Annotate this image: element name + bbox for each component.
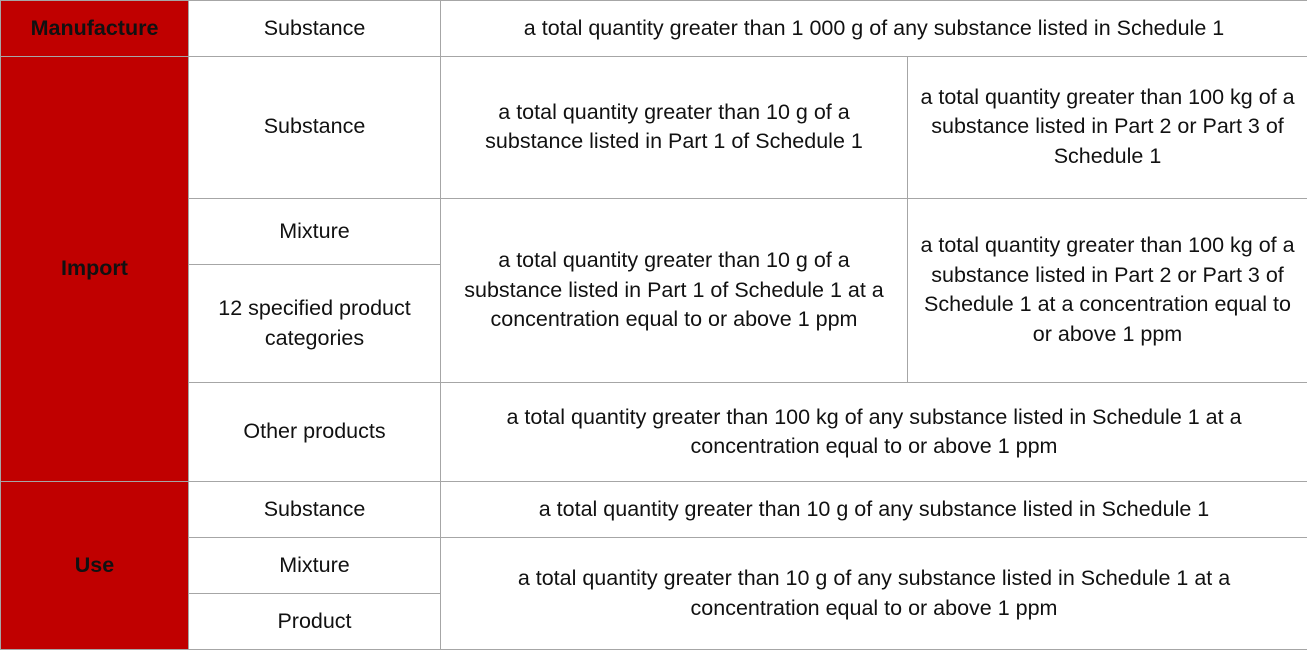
threshold-cell-import-products-part23: a total quantity greater than 100 kg of a substance listed in Part 2 or Part 3 of Schedule 1 at a concentration equal to or above 1 ppm bbox=[908, 198, 1307, 383]
threshold-cell-manufacture-substance: a total quantity greater than 1 000 g of any substance listed in Schedule 1 bbox=[441, 1, 1307, 57]
threshold-cell-use-mixture-product: a total quantity greater than 10 g of any substance listed in Schedule 1 at a concentration equal to or above 1 ppm bbox=[441, 538, 1307, 650]
type-cell-manufacture-substance: Substance bbox=[189, 1, 441, 57]
threshold-cell-use-substance: a total quantity greater than 10 g of any substance listed in Schedule 1 bbox=[441, 482, 1307, 538]
threshold-cell-import-other-products: a total quantity greater than 100 kg of any substance listed in Schedule 1 at a concentration equal to or above 1 ppm bbox=[441, 383, 1307, 482]
type-cell-use-mixture: Mixture bbox=[189, 538, 441, 594]
table-row bbox=[1, 1, 1307, 57]
threshold-cell-import-substance-part23: a total quantity greater than 100 kg of a substance listed in Part 2 or Part 3 of Schedule 1 bbox=[908, 56, 1307, 198]
type-cell-use-substance: Substance bbox=[189, 482, 441, 538]
table-row bbox=[1, 538, 1307, 594]
table-row bbox=[1, 383, 1307, 482]
threshold-cell-import-products-part1: a total quantity greater than 10 g of a substance listed in Part 1 of Schedule 1 at a concentration equal to or above 1 ppm bbox=[441, 198, 908, 383]
table-row bbox=[1, 482, 1307, 538]
type-cell-import-substance: Substance bbox=[189, 56, 441, 198]
table-row bbox=[1, 198, 1307, 265]
category-cell-use: Use bbox=[1, 482, 189, 650]
type-cell-import-other-products: Other products bbox=[189, 383, 441, 482]
table-row bbox=[1, 56, 1307, 198]
type-cell-use-product: Product bbox=[189, 594, 441, 650]
category-cell-manufacture: Manufacture bbox=[1, 1, 189, 57]
type-cell-import-mixture: Mixture bbox=[189, 198, 441, 265]
threshold-cell-import-substance-part1: a total quantity greater than 10 g of a substance listed in Part 1 of Schedule 1 bbox=[441, 56, 908, 198]
type-cell-import-product-categories: 12 specified product categories bbox=[189, 265, 441, 383]
category-cell-import: Import bbox=[1, 56, 189, 481]
